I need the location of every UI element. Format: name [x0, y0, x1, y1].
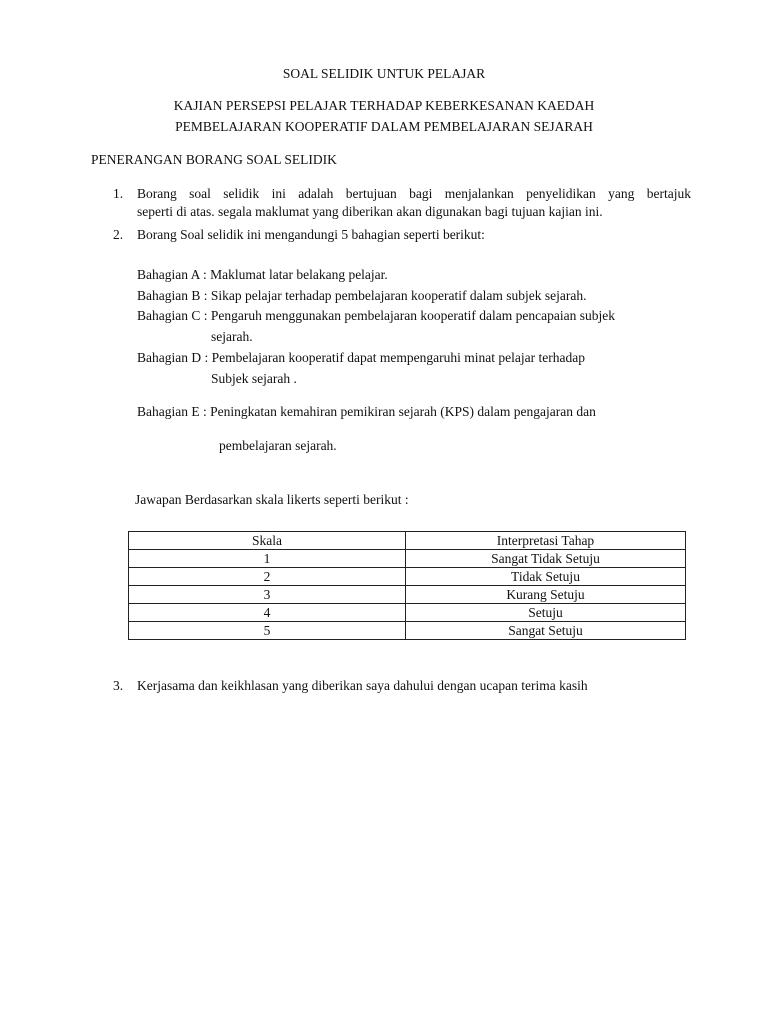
- scale-value: 4: [129, 604, 406, 622]
- scale-value: 1: [129, 550, 406, 568]
- table-row: [129, 586, 686, 604]
- likert-intro: Jawapan Berdasarkan skala likerts seperti berikut :: [135, 492, 409, 507]
- table-row: [129, 550, 686, 568]
- table-row: [129, 622, 686, 640]
- scale-interpretation: Sangat Setuju: [406, 622, 686, 640]
- scale-interpretation: Sangat Tidak Setuju: [406, 550, 686, 568]
- scale-interpretation: Tidak Setuju: [406, 568, 686, 586]
- item-1-line-2: seperti di atas. segala maklumat yang diberikan akan digunakan bagi tujuan kajian ini.: [137, 204, 603, 219]
- section-heading: PENERANGAN BORANG SOAL SELIDIK: [91, 152, 337, 167]
- item-number-3: 3.: [113, 678, 124, 693]
- item-number-1: 1.: [113, 186, 124, 201]
- subtitle-line-2: PEMBELAJARAN KOOPERATIF DALAM PEMBELAJARAN SEJARAH: [175, 119, 593, 134]
- section-e-line-2: pembelajaran sejarah.: [219, 438, 337, 453]
- item-3-text: Kerjasama dan keikhlasan yang diberikan saya dahului dengan ucapan terima kasih: [137, 678, 588, 693]
- header-interpretasi: Interpretasi Tahap: [406, 532, 686, 550]
- scale-value: 2: [129, 568, 406, 586]
- table-header-row: [129, 532, 686, 550]
- section-d-line-1: Bahagian D : Pembelajaran kooperatif dapat mempengaruhi minat pelajar terhadap: [137, 350, 585, 365]
- table-row: [129, 604, 686, 622]
- likert-scale-table: [128, 531, 686, 640]
- scale-value: 5: [129, 622, 406, 640]
- scale-interpretation: Kurang Setuju: [406, 586, 686, 604]
- scale-value: 3: [129, 586, 406, 604]
- section-d-line-2: Subjek sejarah .: [211, 371, 297, 386]
- item-1-text: [137, 186, 691, 220]
- section-e-line-1: Bahagian E : Peningkatan kemahiran pemikiran sejarah (KPS) dalam pengajaran dan: [137, 404, 596, 419]
- section-c-line-1: Bahagian C : Pengaruh menggunakan pembelajaran kooperatif dalam pencapaian subjek: [137, 308, 615, 323]
- item-1-line-1: Borang soal selidik ini adalah bertujuan bagi menjalankan penyelidikan yang bertajuk: [137, 186, 691, 201]
- table-row: [129, 568, 686, 586]
- header-skala: Skala: [129, 532, 406, 550]
- scale-interpretation: Setuju: [406, 604, 686, 622]
- item-2-text: Borang Soal selidik ini mengandungi 5 bahagian seperti berikut:: [137, 227, 485, 242]
- section-c-line-2: sejarah.: [211, 329, 253, 344]
- section-b: Bahagian B : Sikap pelajar terhadap pembelajaran kooperatif dalam subjek sejarah.: [137, 288, 587, 303]
- item-number-2: 2.: [113, 227, 124, 242]
- subtitle-line-1: KAJIAN PERSEPSI PELAJAR TERHADAP KEBERKESANAN KAEDAH: [173, 98, 595, 113]
- document-title: SOAL SELIDIK UNTUK PELAJAR: [282, 66, 486, 81]
- section-a: Bahagian A : Maklumat latar belakang pelajar.: [137, 267, 388, 282]
